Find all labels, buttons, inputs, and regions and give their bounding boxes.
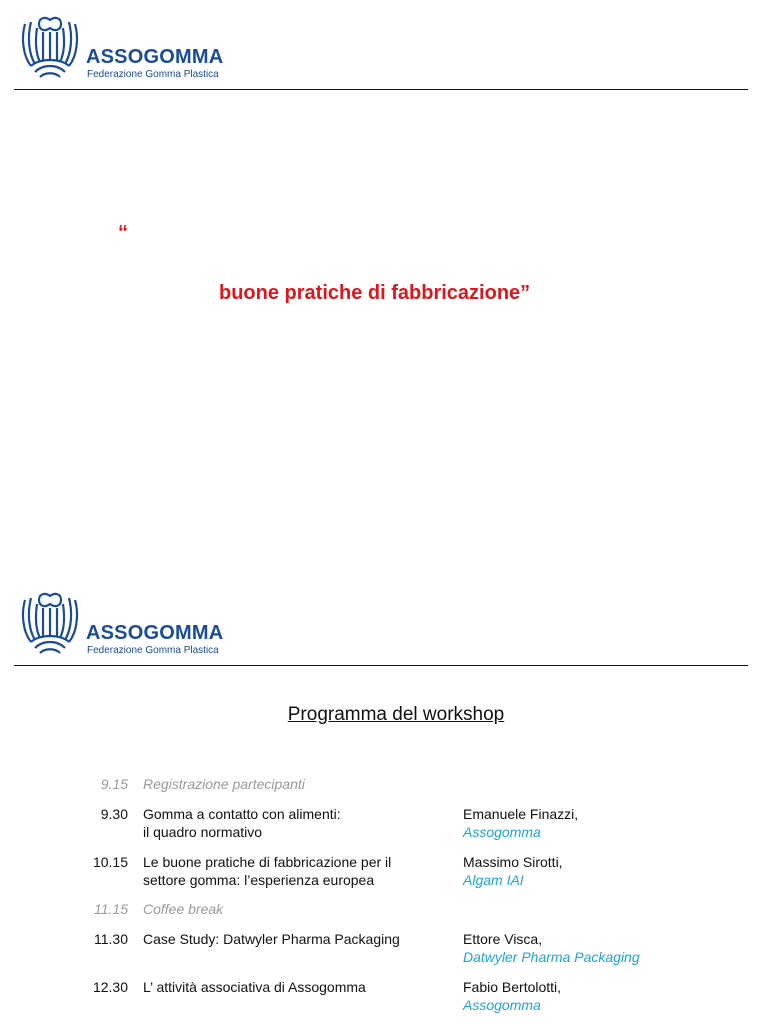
speaker-name: Ettore Visca, xyxy=(463,931,543,947)
schedule-time: 11.30 xyxy=(94,931,128,947)
schedule-topic xyxy=(143,978,443,996)
schedule-topic-line: il quadro normativo xyxy=(143,824,263,840)
schedule-topic-line: Case Study: Datwyler Pharma Packaging xyxy=(143,931,400,947)
speaker-organization: Datwyler Pharma Packaging xyxy=(463,949,640,965)
schedule-topic xyxy=(143,930,443,948)
speaker-name: Fabio Bertolotti, xyxy=(463,979,562,995)
schedule-topic xyxy=(143,900,443,918)
assogomma-eagle-logo-icon xyxy=(17,590,83,656)
schedule-time: 9.15 xyxy=(100,776,128,792)
schedule-topic xyxy=(143,775,443,793)
schedule-speaker xyxy=(463,853,763,889)
speaker-organization: Assogomma xyxy=(463,997,541,1013)
schedule-topic-line: Registrazione partecipanti xyxy=(143,776,305,792)
schedule-speaker xyxy=(463,805,763,841)
header-divider xyxy=(14,665,748,666)
brand-name: ASSOGOMMA xyxy=(86,46,224,68)
schedule-topic-line: Le buone pratiche di fabbricazione per il xyxy=(143,854,392,870)
speaker-name: Massimo Sirotti, xyxy=(463,854,563,870)
schedule-speaker xyxy=(463,978,763,1014)
schedule-topic-line: L’ attività associativa di Assogomma xyxy=(143,979,366,995)
header-divider xyxy=(14,89,748,90)
slide2-header xyxy=(0,576,768,676)
program-heading: Programma del workshop xyxy=(287,704,505,725)
schedule-time: 10.15 xyxy=(92,854,128,870)
schedule-topic-line: settore gomma: l’esperienza europea xyxy=(143,872,375,888)
slide1-header xyxy=(0,0,768,100)
schedule-time: 12.30 xyxy=(92,979,128,995)
schedule-topic xyxy=(143,805,443,841)
schedule-time: 11.15 xyxy=(94,901,128,917)
brand-name: ASSOGOMMA xyxy=(86,622,224,644)
speaker-name: Emanuele Finazzi, xyxy=(463,806,579,822)
schedule-time: 9.30 xyxy=(100,806,128,822)
schedule-topic xyxy=(143,853,443,889)
schedule-topic-line: Gomma a contatto con alimenti: xyxy=(143,806,341,822)
schedule-speaker xyxy=(463,930,763,966)
assogomma-eagle-logo-icon xyxy=(17,14,83,80)
schedule-topic-line: Coffee break xyxy=(143,901,224,917)
brand-subtitle: Federazione Gomma Plastica xyxy=(87,645,219,656)
open-quote-mark: “ xyxy=(118,222,128,244)
speaker-organization: Algam IAI xyxy=(463,872,524,888)
speaker-organization: Assogomma xyxy=(463,824,541,840)
brand-subtitle: Federazione Gomma Plastica xyxy=(87,69,219,80)
slide-title: buone pratiche di fabbricazione” xyxy=(219,282,531,304)
